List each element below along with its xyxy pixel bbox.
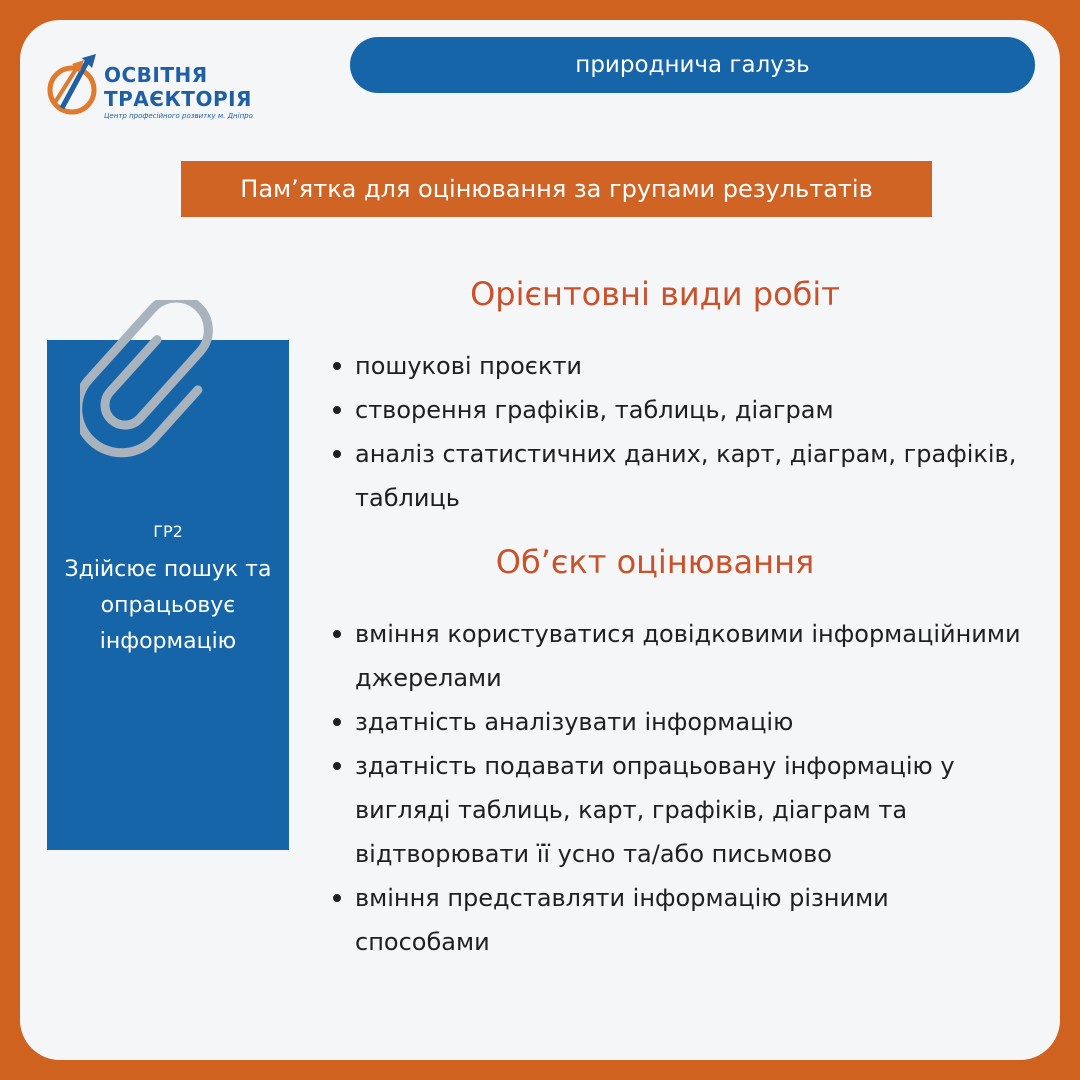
assessment-list bbox=[330, 612, 1030, 964]
list-item: здатність аналізувати інформацію bbox=[330, 700, 1030, 744]
group-code: ГР2 bbox=[153, 522, 183, 541]
assessment-heading: Об’єкт оцінювання bbox=[495, 543, 815, 581]
list-item: здатність подавати опрацьовану інформацію у вигляді таблиць, карт, графіків, діаграм та відтворювати її усно та/або письмово bbox=[330, 744, 1030, 876]
list-item: вміння представляти інформацію різними способами bbox=[330, 876, 1030, 964]
works-heading: Орієнтовні види робіт bbox=[470, 275, 840, 313]
logo-title-line2: ТРАЄКТОРІЯ bbox=[104, 87, 252, 111]
page-title-banner: Пам’ятка для оцінювання за групами результатів bbox=[181, 161, 932, 217]
list-item: пошукові проєкти bbox=[330, 344, 1030, 388]
list-item: аналіз статистичних даних, карт, діаграм, графіків, таблиць bbox=[330, 432, 1030, 520]
subject-area-pill: природнича галузь bbox=[350, 37, 1035, 93]
group-title: Здійсює пошук та опрацьовує інформацію bbox=[64, 557, 272, 654]
list-item: створення графіків, таблиць, діаграм bbox=[330, 388, 1030, 432]
logo-subtitle: Центр професійного розвитку м. Дніпро bbox=[104, 112, 253, 120]
logo bbox=[44, 50, 284, 130]
works-list bbox=[330, 344, 1030, 520]
list-item: вміння користуватися довідковими інформаційними джерелами bbox=[330, 612, 1030, 700]
paperclip-icon bbox=[80, 300, 260, 470]
logo-arrows-icon bbox=[44, 50, 104, 120]
logo-title-line1: ОСВІТНЯ bbox=[104, 63, 208, 87]
